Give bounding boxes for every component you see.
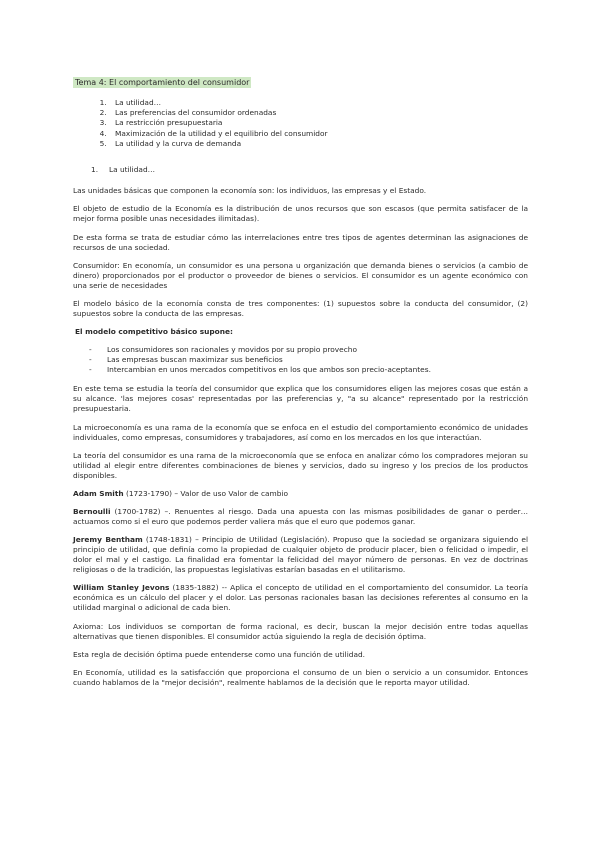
paragraph: De esta forma se trata de estudiar cómo las interrelaciones entre tres tipos de agentes determinan las asignaciones de recursos de una sociedad. [73,232,528,252]
toc-item: 3. La restricción presupuestaria [109,118,528,128]
paragraph: El modelo básico de la economía consta de tres componentes: (1) supuestos sobre la conducta del consumidor, (2) supuestos sobre la conducta de las empresas. [73,298,528,318]
list-item: - Las empresas buscan maximizar sus beneficios [89,355,528,365]
author-entry-bentham [73,535,528,575]
document-title: Tema 4: El comportamiento del consumidor [75,78,250,87]
paragraph: En Economía, utilidad es la satisfacción que proporciona el consumo de un bien o servicio a un consumidor. Entonces cuando hablamos de la "mejor decisión", realmente hablamos de la decisión que le reporta mayor utilidad. [73,668,528,688]
toc-item: 2. Las preferencias del consumidor ordenadas [109,108,528,118]
author-text: (1700-1782) –. Renuentes al riesgo. Dada una apuesta con las mismas posibilidades de ganar o perder… actuamos como si el euro que podemos perder valiera más que el euro que podemos ganar. [73,507,528,527]
paragraph: Esta regla de decisión óptima puede entenderse como una función de utilidad. [73,649,366,659]
paragraph: El objeto de estudio de la Economía es la distribución de unos recursos que son escasos (que permita satisfacer de la mejor forma posible unas necesidades ilimitadas). [73,204,528,224]
section-number: 1. [91,165,99,175]
author-entry-smith [73,489,528,499]
author-text: (1835-1882) -- Aplica el concepto de utilidad en el comportamiento del consumidor. La teoría económica es un cálculo del placer y el dolor. Las personas racionales basan las decisiones referentes al consumo en la utilidad marginal o adicional de cada bien. [73,583,529,613]
section-heading [73,165,528,175]
paragraph: Consumidor: En economía, un consumidor es una persona u organización que demanda bienes o servicios (a cambio de dinero) proporcionados por el productor o proveedor de bienes o servicios. El consumidor es un agente económico con una serie de necesidades [73,260,528,290]
toc-item: 1. La utilidad… [109,98,528,108]
bullet-list [73,345,528,375]
author-name: Jeremy Bentham [73,535,143,545]
author-entry-bernoulli [73,507,528,527]
list-item: - Los consumidores son racionales y movidos por su propio provecho [89,345,528,355]
paragraph: La teoría del consumidor es una rama de la microeconomía que se enfoca en analizar cómo los compradores mejoran su utilidad al elegir entre diferentes combinaciones de bienes y servicios, dado su ingreso y los precios de los productos disponibles. [73,450,528,480]
paragraph: En este tema se estudia la teoría del consumidor que explica que los consumidores eligen las mejores cosas que están a su alcance. 'las mejores cosas' representadas por las preferencias y, "a su alcance" representado por la restricción presupuestaria. [73,384,528,414]
table-of-contents [73,98,528,149]
author-text: (1748-1831) – Principio de Utilidad (Legislación). Propuso que la sociedad se organizara siguiendo el principio de utilidad, que definía como la propiedad de cualquier objeto de producir placer, bien o felicidad o impedir, el dolor el mal y el castigo. La finalidad era fomentar la felicidad del mayor número de personas. En vez de doctrinas religiosas o de la tradición, las propuestas legislativas estarían basadas en el utilitarismo. [73,535,529,575]
toc-item: 4. Maximización de la utilidad y el equilibrio del consumidor [109,129,528,139]
author-name: Bernoulli [73,507,111,517]
list-item: - Intercambian en unos mercados competitivos en los que ambos son precio-aceptantes. [89,365,528,375]
paragraph: Las unidades básicas que componen la economía son: los individuos, las empresas y el Estado. [73,186,427,196]
paragraph: Axioma: Los individuos se comportan de forma racional, es decir, buscan la mejor decisión entre todas aquellas alternativas que tienen disponibles. El consumidor actúa siguiendo la regla de decisión óptima. [73,621,528,641]
author-name: Adam Smith [73,488,124,498]
paragraph: La microeconomía es una rama de la economía que se enfoca en el estudio del comportamiento económico de unidades individuales, como empresas, consumidores y trabajadores, así como en los mercados en los que interactúan. [73,422,528,442]
modelo-heading: El modelo competitivo básico supone: [75,327,233,337]
author-text: (1723-1790) – Valor de uso Valor de cambio [123,488,289,498]
author-entry-jevons [73,583,528,613]
section-title: La utilidad… [109,165,156,175]
author-name: William Stanley Jevons [73,583,170,593]
toc-item: 5. La utilidad y la curva de demanda [109,139,528,149]
